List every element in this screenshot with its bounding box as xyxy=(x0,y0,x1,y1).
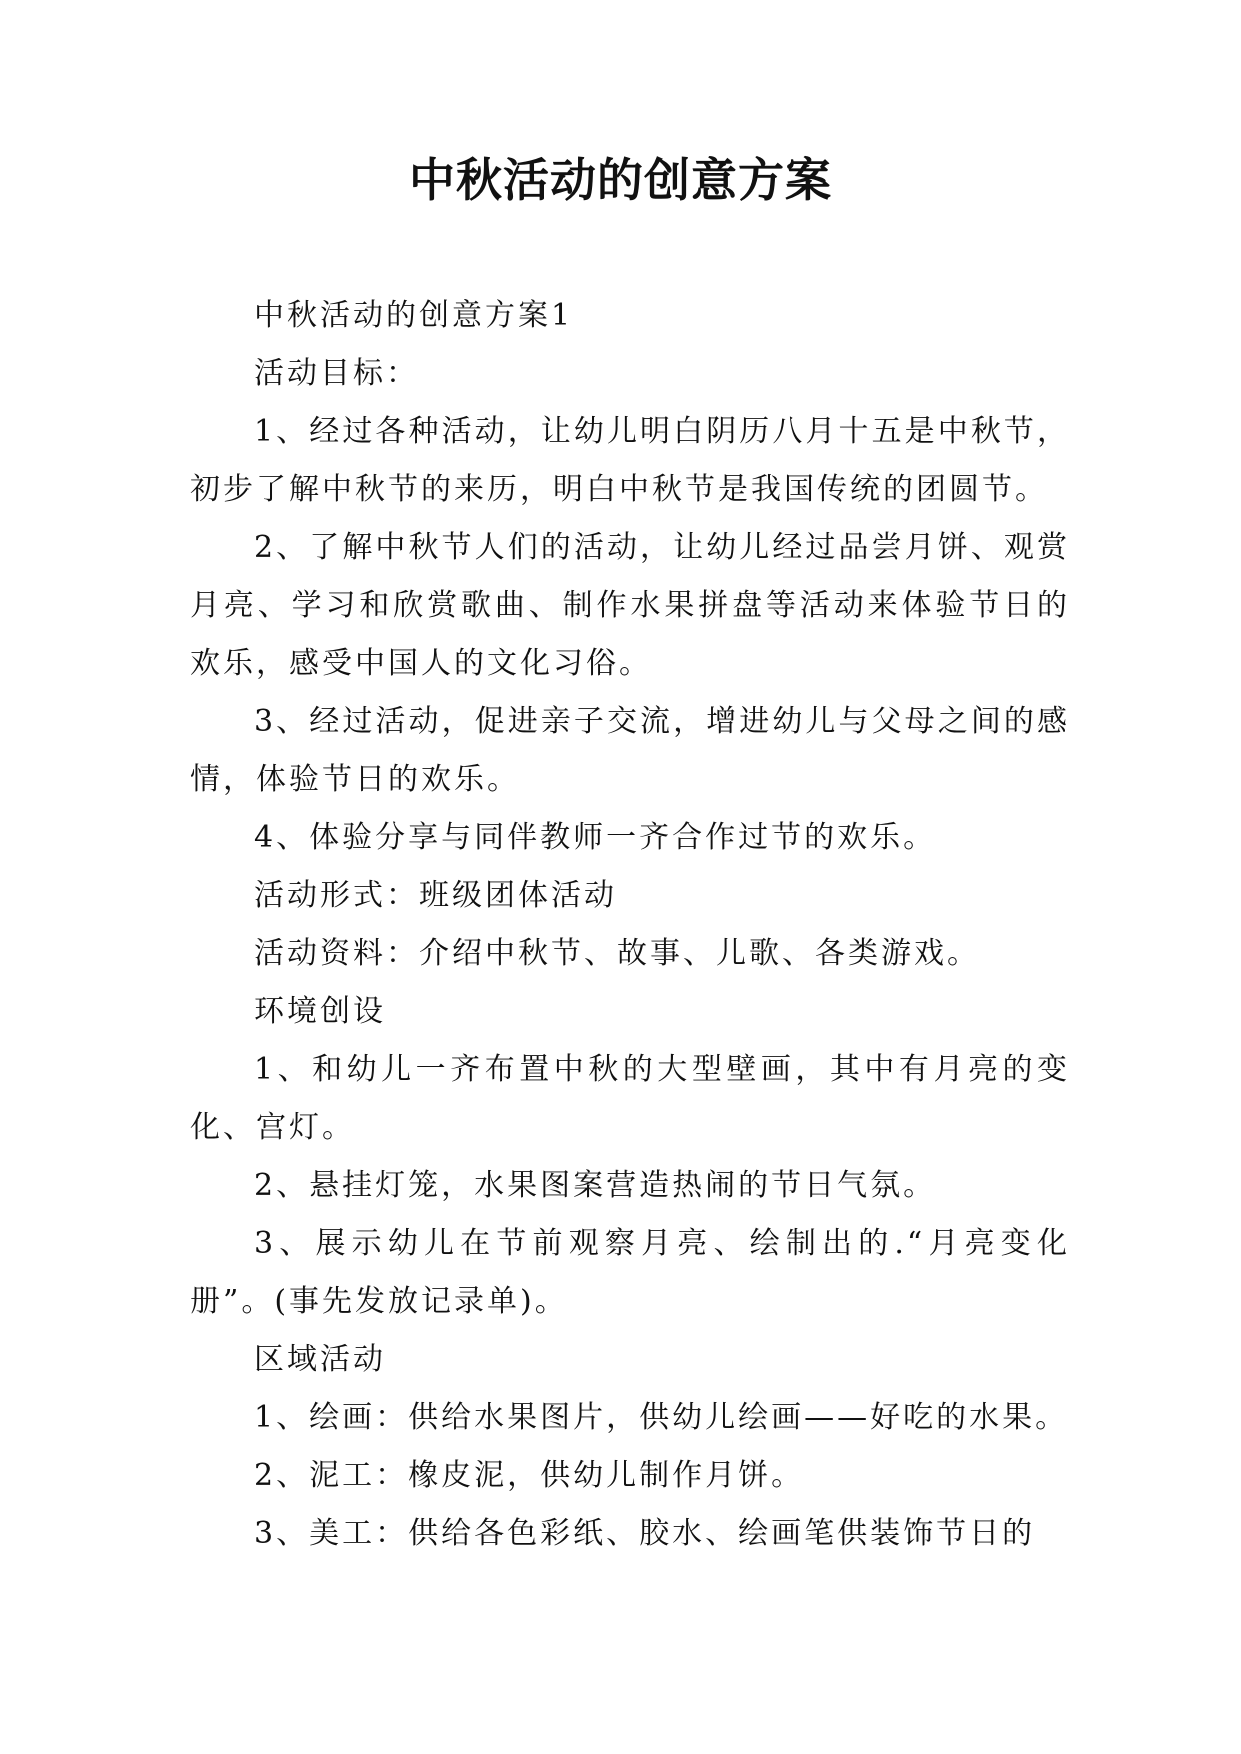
paragraph: 4、体验分享与同伴教师一齐合作过节的欢乐。 xyxy=(254,820,937,855)
section-heading: 中秋活动的创意方案1 xyxy=(254,298,574,333)
paragraph: 活动目标： xyxy=(254,356,419,391)
paragraph: 2、悬挂灯笼，水果图案营造热闹的节日气氛。 xyxy=(254,1168,937,1203)
paragraph: 1、绘画：供给水果图片，供幼儿绘画——好吃的水果。 xyxy=(254,1400,1069,1435)
paragraph: 3、经过活动，促进亲子交流，增进幼儿与父母之间的感情，体验节日的欢乐。 xyxy=(190,704,1070,797)
paragraph: 1、和幼儿一齐布置中秋的大型壁画，其中有月亮的变化、宫灯。 xyxy=(190,1052,1070,1145)
paragraph: 活动资料：介绍中秋节、故事、儿歌、各类游戏。 xyxy=(254,936,980,971)
paragraph: 环境创设 xyxy=(254,994,386,1029)
paragraph: 1、经过各种活动，让幼儿明白阴历八月十五是中秋节，初步了解中秋节的来历，明白中秋节是我国传统的团圆节。 xyxy=(190,414,1070,507)
paragraph: 3、美工：供给各色彩纸、胶水、绘画笔供装饰节日的 xyxy=(254,1516,1036,1551)
paragraph: 2、泥工：橡皮泥，供幼儿制作月饼。 xyxy=(254,1458,805,1493)
paragraph: 区域活动 xyxy=(254,1342,386,1377)
paragraph: 3、展示幼儿在节前观察月亮、绘制出的.“月亮变化册”。(事先发放记录单)。 xyxy=(190,1226,1070,1319)
paragraph: 活动形式：班级团体活动 xyxy=(254,878,617,913)
document-body xyxy=(190,287,1070,1563)
paragraph: 2、了解中秋节人们的活动，让幼儿经过品尝月饼、观赏月亮、学习和欣赏歌曲、制作水果拼盘等活动来体验节日的欢乐，感受中国人的文化习俗。 xyxy=(190,530,1070,681)
document-title: 中秋活动的创意方案 xyxy=(409,153,832,207)
